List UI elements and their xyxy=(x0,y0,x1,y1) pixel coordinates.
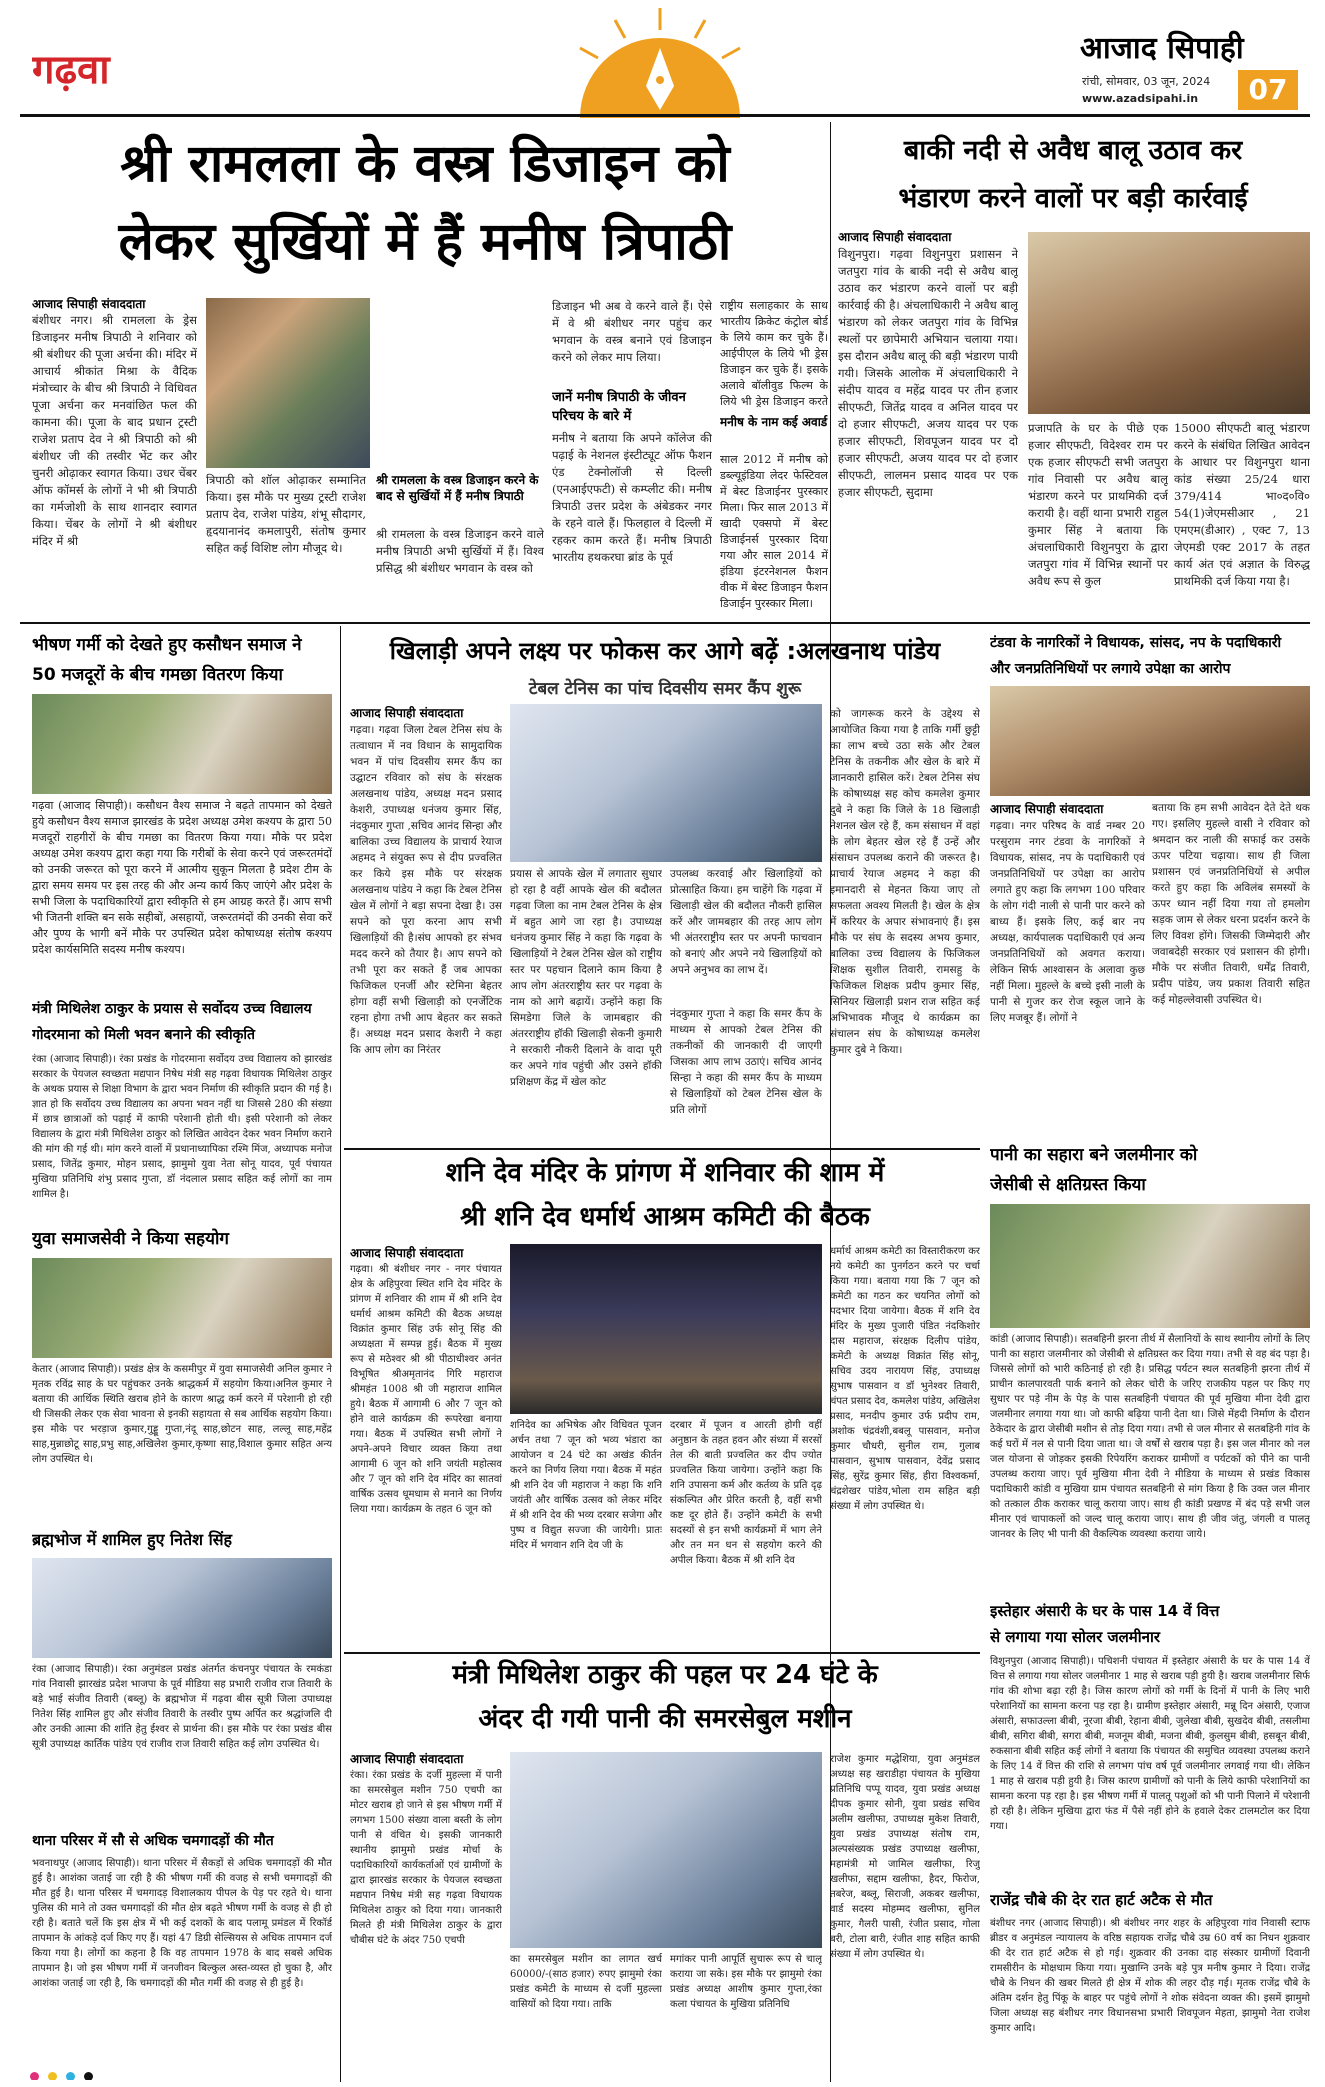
story4-col3b: नंदकुमार गुप्ता ने कहा कि समर कैंप के माध्यम से आपको टेबल टेनिस की तकनीकों की जानकारी दी जाएगी जिसका आप लाभ उठाएं। सचिव आनंद सिन्हा ने कहा की समर कैंप के माध्यम से खिलाड़ियों को टेबल टेनिस खेल के प्रति लोगों xyxy=(670,1008,822,1116)
dateline: रांची, सोमवार, 03 जून, 2024 xyxy=(1082,75,1211,88)
story1-sub1: जानें मनीष त्रिपाठी के जीवन परिचय के बारे में xyxy=(552,390,686,424)
story1-col5a: राष्ट्रीय सलाहकार के साथ भारतीय क्रिकेट कंट्रोल बोर्ड के लिये काम कर चुके हैं। आईपीएल के लिये भी ड्रेस डिजाइन कर चुके हैं। इसके अलावे बॉलीवुड फिल्म के लिये भी ड्रेस डिजाइन करते xyxy=(720,299,828,408)
story14-headline: राजेंद्र चौबे की देर रात हार्ट अटैक से मौत xyxy=(990,1891,1213,1909)
story10-byline: आजाद सिपाही संवाददाता xyxy=(350,1246,464,1260)
story4-col2: प्रयास से आपके खेल में लगातार सुधार हो रहा है वहीं आपके खेल की बदौलत गढ़वा जिला का नाम टेबल टेनिस के क्षेत्र में बहुत आगे जा रहा है। उपाध्यक्ष धनंजय कुमार सिंह ने कहा कि गढ़वा के खिलाड़ियों ने टेबल टेनिस खेल को राष्ट्रीय स्तर पर पहचान दिलाने काम किया है आप लोग अंतरराष्ट्रीय स्तर पर गढ़वा के नाम को आगे बढ़ायें। उन्होंने कहा कि सिमडेगा जिले के जामबहार की अंतरराष्ट्रीय हॉकी खिलाड़ी सेकनी कुमारी ने सरकारी नौकरी दिलाने के वादा पूरी कर अपने गांव पहुंची और उसने हॉकी प्रशिक्षण केंद्र में खेल कोट xyxy=(510,868,662,1088)
story1-caption: श्री रामलला के वस्त्र डिजाइन करने के बाद से सुर्खियों में हैं मनीष त्रिपाठी xyxy=(376,473,539,503)
story3-headline-1: भीषण गर्मी को देखते हुए कसौधन समाज ने xyxy=(32,635,302,655)
story3-photo xyxy=(32,694,332,794)
story2-photo xyxy=(1028,232,1310,414)
story9-text: भवनाथपुर (आजाद सिपाही)। थाना परिसर में सैकड़ों से अधिक चमगादड़ों की मौत हुई है। आशंका जताई जा रही है की भीषण गर्मी की वजह से सभी चमगादड़ों की मौत हुई है। थाना परिसर में चमगादड़ विशालकाय पीपल के पेड़ पर रहते थे। थाना पुलिस की माने तो उक्त चमगादड़ों की मौत क्षेत्र बढ़ते भीषण गर्मी के वजह से ही हो रही है। बताते चलें कि इस क्षेत्र में भी कई दशकों के बाद पलामू प्रमंडल में रिकॉर्ड तापमान के आंकड़े दर्ज किए गए हैं। यहां 47 डिग्री सेल्सियस से अधिक तापमान दर्ज किया गया है। लोगों का कहना है कि वह तापमान 1978 के बाद सबसे अधिक तापमान है। जो इस भीषण गर्मी में जनजीवन बिल्कुल अस्त-व्यस्त हो चुका है, और आशंका जताई जा रही है, कि चमगादड़ों की मौत गर्मी की वजह से ही हुई है। xyxy=(32,1858,332,1989)
story4-col3: उपलब्ध करवाई और खिलाड़ियों को प्रोत्साहित किया। हम चाहेंगे कि गढ़वा में खिलाड़ी खेल की बदौलत नौकरी हासिल करें और जामबहार की तरह आप लोग भी अंतरराष्ट्रीय स्तर पर अपनी फाचवान को बनाएं और अपने नये खिलाड़ियों को अपने अनुभव का लाभ दें। xyxy=(670,868,822,976)
story12-photo xyxy=(510,1752,822,1948)
masthead xyxy=(0,0,1325,118)
story6-headline-1: मंत्री मिथिलेश ठाकुर के प्रयास से सर्वोदय उच्च विद्यालय xyxy=(32,1001,312,1017)
story14-text: बंशीधर नगर (आजाद सिपाही)। श्री बंशीधर नगर शहर के अहिपुरवा गांव निवासी स्टाफ ब्रीडर व अनुमंडल न्यायालय के वरिष्ठ सहायक राजेंद्र चौबे उम्र 60 वर्ष का निधन शुक्रवार की देर रात हार्ट अटैक से हो गई। शुक्रवार की उनका दाह संस्कार ग्रामीणों दिवानी रामसीरीन के मोक्षधाम किया गया। मुखाग्नि उनके बड़े पुत्र मनीष कुमार ने दिया। राजेंद्र चौबे के निधन की खबर मिलते ही क्षेत्र में शोक की लहर दौड़ गई। मृतक राजेंद्र चौबे के अंतिम दर्शन हेतु पिंकू के बाहर पर पहुंचे लोगों ने शोक संवेदना व्यक्त की। इसमें झामुमो जिला अध्यक्ष सह बंशीधर नगर विधानसभा प्रभारी शिवपूजन मेहता, झामुमो नेता राजेश कुमार आदि। xyxy=(990,1918,1310,2034)
masthead-rule xyxy=(20,114,1310,117)
story12-col3: मगांकर पानी आपूर्ति सुचारू रूप से चालू कराया जा सके। इस मौके पर झामुमो रंका प्रखंड अध्यक्ष आशीष कुमार गुप्ता,रंका कला पंचायत के मुखिया प्रतिनिधि xyxy=(670,1954,822,2010)
story3-text: गढ़वा (आजाद सिपाही)। कसौधन वैश्य समाज ने बढ़ते तापमान को देखते हुये कसौधन वैश्य समाज झारखंड के प्रदेश अध्यक्ष उमेश कश्यप के द्वारा 50 मजदूरों राहगीरों के बीच गमछा का वितरण किया गया। मौके पर प्रदेश अध्यक्ष उमेश कश्यप द्वारा कहा गया कि गरीबों के सेवा करने एवं जरूरतमंदों को उनकी जरूरत को पूरा करने में आत्मीय सुकून मिलता है प्रदेश टीम के द्वारा समय समय पर इस तरह की और अन्य कार्य किए जाएंगे और प्रदेश के सभी जिला के पदाधिकारियों द्वारा स्वीकृति से हम आग्रह करते हैं। आप सभी भी जितनी शक्ति बन सके सहीबों, असहायों, जरूरतमंदों की उनकी सेवा करें और पुण्य के भागी बनें मौके पर उपस्थित प्रदेश कोषाध्यक्ष संतोष कश्यप प्रदेश कार्यसमिति सदस्य मनीष कश्यप। xyxy=(32,799,332,956)
story5-photo xyxy=(990,686,1310,796)
story1-col3a: श्री रामलला के वस्त्र डिजाइन करने वाले मनीष त्रिपाठी अभी सुर्खियों में हैं। विश्व प्रसिद्ध श्री बंशीधर भगवान के वस्त्र को xyxy=(376,527,544,575)
paper-name: आजाद सिपाही xyxy=(1080,31,1244,66)
story1-sub2: मनीष के नाम कई अवार्ड xyxy=(720,415,828,429)
divider-mid xyxy=(344,1148,980,1150)
page-number: 07 xyxy=(1238,70,1298,110)
story10-col2: शनिदेव का अभिषेक और विधिवत पूजन अर्चन तथा 7 जून को भव्य भंडारा का आयोजन व 24 घंटे का अखंड कीर्तन करने का निर्णय लिया गया। बैठक में महंत श्री शनि देव जी महाराज ने कहा कि शनि जयंती और वार्षिक उत्सव को लेकर मंदिर में श्री शनि देव की भव्य दरबार सजेगा और पुष्प व विद्युत सज्जा की जायेगी। प्रातः मंदिर में भगवान शनि देव जी के xyxy=(510,1420,662,1551)
story2-headline-2: भंडारण करने वालों पर बड़ी कार्रवाई xyxy=(898,183,1248,214)
story9-headline: थाना परिसर में सौ से अधिक चमगादड़ों की मौत xyxy=(32,1833,274,1849)
footer-dot xyxy=(66,2072,75,2080)
story5-col1: गढ़वा। नगर परिषद के वार्ड नम्बर 20 परसुराम नगर टंडवा के नागरिकों ने विधायक, सांसद, नप के पदाधिकारी एवं जनप्रतिनिधियों पर उपेक्षा का आरोप लगाते हुए कहा कि लगभग 100 परिवार के लोग गंदी नाली से पानी पार करने को बाध्य हैं। इसके लिए, कई बार नप अध्यक्ष, कार्यपालक पदाधिकारी एवं अन्य जनप्रतिनिधियों को अवगत कराया। लेकिन सिर्फ आश्वासन के अलावा कुछ नहीं मिला। मुहल्ले के बच्चे इसी नाली के पानी से गुजर कर रोज स्कूल जाने के लिए मजबूर हैं। लोगों ने xyxy=(990,820,1145,1024)
footer-dot xyxy=(48,2072,57,2080)
story2-col2: प्रजापति के घर के पीछे एक हजार सीएफटी, विदेश्वर राम पर एक हजार सीएफटी सभी जतपुरा गांव निवासी पर अवैध बालू भंडारण करने पर प्राथमिकी दर्ज करायी है। वहीं थाना प्रभारी राहुल कुमार सिंह ने बताया कि अंचलाधिकारी विशुनपुरा के द्वारा जतपुरा गांव में विभिन्न स्थानों पर अवैध रूप से कुल xyxy=(1028,421,1168,588)
divider-mid2 xyxy=(344,1652,980,1654)
pen-emblem-icon xyxy=(560,8,760,118)
story5-headline-1: टंडवा के नागरिकों ने विधायक, सांसद, नप के पदाधिकारी xyxy=(990,635,1282,651)
divider-top xyxy=(20,622,1310,624)
story12-headline-2: अंदर दी गयी पानी की समरसेबुल मशीन xyxy=(478,1704,852,1734)
story1-photo-text: त्रिपाठी को शॉल ओढ़ाकर सम्मानित किया। इस मौके पर मुख्य ट्रस्टी राजेश प्रताप देव, राजेश पांडेय, शंभू सौदागर, हृदयानानंद कमलापुरी, संतोष कुमार सहित कई विशिष्ट लोग मौजूद थे। xyxy=(206,473,366,555)
story10-col3: दरबार में पूजन व आरती होगी वहीं अनुष्ठान के तहत हवन और संध्या में सरसों तेल की बाती प्रज्वलित कर दीप ज्योत प्रज्वलित किया जायेगा। उन्होंने कहा कि शनि उपासना कर्म और कर्तव्य के प्रति दृढ़ संकल्पित और प्रेरित करती है, वहीं सभी कष्ट दूर होते हैं। उन्होंने कमेटी के सभी सदस्यों से इन सभी कार्यक्रमों में भाग लेने और तन मन धन से सहयोग करने की अपील किया। बैठक में श्री शनि देव xyxy=(670,1420,822,1566)
story7-text: केतार (आजाद सिपाही)। प्रखंड क्षेत्र के कसमीपुर में युवा समाजसेवी अनिल कुमार ने मृतक रविंद्र साह के घर पहुंचकर उनके श्राद्धकर्म में सहयोग किया।अनिल कुमार ने बताया की आर्थिक स्थिति खराब होने के कारण श्राद्ध कर्म करने में परेशानी हो रही थी जिसकी लेकर एक सेवा भावना से इनकी सहायता से सब आर्थिक सहयोग किया। इस मौके पर भरड़ाज कुमार,गुड्डू गुप्ता,नंदू साह,छोटन साह, लल्लू साह,महेंद्र साह,मुन्नाछोटू साह,प्रभु साह,अखिलेश कुमार,कृष्णा साह,विशाल कुमार सहित अन्य लोग उपस्थित थे। xyxy=(32,1364,332,1465)
footer-dot xyxy=(30,2072,39,2080)
story1-col4a: डिजाइन भी अब वे करने वाले हैं। ऐसे में वे श्री बंशीधर नगर पहुंच कर भगवान के वस्त्र बनाने एवं डिजाइन करने को लेकर माप लिया। xyxy=(552,299,712,364)
story1-headline-2: लेकर सुर्खियों में हैं मनीष त्रिपाठी xyxy=(118,212,732,272)
story7-headline: युवा समाजसेवी ने किया सहयोग xyxy=(32,1229,229,1249)
story1-col5b: साल 2012 में मनीष को डब्ल्यूइंडिया लेदर फेस्टिवल में बेस्ट डिजाईनर पुरस्कार मिला। फिर साल 2013 में खादी एक्सपो में बेस्ट डिजाईनर्स पुरस्कार दिया गया और साल 2014 में इंडिया इंटरनेशनल फैशन वीक में बेस्ट डिजाइन फैशन डिजाईन पुरस्कार मिला। xyxy=(720,453,828,610)
story1-byline: आजाद सिपाही संवाददाता xyxy=(32,297,146,311)
story4-photo xyxy=(510,704,822,862)
story8-headline: ब्रह्मभोज में शामिल हुए नितेश सिंह xyxy=(32,1530,233,1549)
story12-col2: का समरसेबुल मशीन का लागत खर्च 60000/-(साठ हजार) रुपए झामुमो रंका प्रखंड कमेटी के माध्यम से दर्जी मुहल्ला वासियों को दिया गया। ताकि xyxy=(510,1954,662,2010)
story13-text: विशुनपुरा (आजाद सिपाही)। पचिशनी पंचायत में इस्तेहार अंसारी के घर के पास 14 वें वित्त से लगाया गया सोलर जलमीनार 1 माह से खराब पड़ी हुयी है। खराब जलमीनार सिर्फ गांव की शोभा बढ़ा रही है। जिस कारण लोगों को गर्मी के दिनों में पानी के लिए भारी परेशानियों का सामना करना पड़ रहा है। ग्रामीण इस्तेहार अंसारी, मन्नू दिन अंसारी, एजाज अंसारी, सफाउल्ला बीबी, नूरजा बीबी, रेहाना बीबी, जुलेखा बीबी, सुखदेव बीबी, तसलीमा बीबी, सगिरा बीबी, सगरा बीबी, मजनूम बीबी, मजना बीबी, कुलसुम बीबी, हसबून बीबी, रुकसाना बीबी सहित कई लोगों ने बताया कि पंचायत की समुचित व्यवस्था उपलब्ध कराने के लिए 14 वें वित्त की राशि से लगभग पांच वर्ष पूर्व जलमीनार लगवाई गया थी। लेकिन 1 माह से खराब पड़ी हुयी है। जिस कारण ग्रामीणों को पानी के लिये काफी परेशानियों का सामना करना पड़ रहा है। इस भीषण गर्मी में पालतू पशुओं को भी पानी पिलाने में परेशानी हो रही है। लेकिन मुखिया द्वारा फंड में पैसे नहीं होने के हवाले देकर टालमटोल कर दिया गया। xyxy=(990,1656,1310,1832)
story4-col4: को जागरूक करने के उद्देश्य से आयोजित किया गया है ताकि गर्मी छुट्टी का लाभ बच्चे उठा सके और टेबल टेनिस के तकनीक और खेल के बारे में जानकारी हासिल करें। टेबल टेनिस संघ के कोषाध्यक्ष सह कोच कमलेश कुमार दुबे ने कहा कि जिले के 18 खिलाड़ी नेशनल खेल रहे हैं, कम संसाधन में वहां के लोग बेहतर खेल रहे हैं उन्हें और संसाधन उपलब्ध कराने की जरूरत है। प्राचार्य रेयाज अहमद ने कहा की इमानदारी से मेहनत किया जाए तो सफलता अवश्य मिलती है। खेल के क्षेत्र में करियर के अपार संभावनाएं हैं। इस मौके पर संघ के सदस्य अभय कुमार, बालिका उच्च विद्यालय के फिजिकल शिक्षक सुशील तिवारी, रामसहु के फिजिकल शिक्षक प्रदीप कुमार सिंह, सिनियर खिलाड़ी प्रशन राज सहित कई अभिभावक मौजूद थे कार्यक्रम का संचालन संघ के कोषाध्यक्ष कमलेश कुमार दुबे ने किया। xyxy=(830,708,980,1056)
story10-photo xyxy=(510,1244,822,1414)
website[interactable]: www.azadsipahi.in xyxy=(1082,92,1199,105)
story12-col4: राजेश कुमार मद्धेशिया, युवा अनुमंडल अध्यक्ष सह खराडीहा पंचायत के मुखिया प्रतिनिधि पप्पू यादव, युवा प्रखंड अध्यक्ष दीपक कुमार सोनी, युवा प्रखंड सचिव अलीम खलीफा, उपाध्यक्ष मुकेश तिवारी, युवा प्रखंड उपाध्यक्ष संतोष राम, अल्पसंख्यक प्रखंड उपाध्यक्ष खलीफा, महामंत्री मो जामिल खलीफा, रिजु खलीफा, सद्दाम खलीफा, हैदर, फिरोज, तबरेज, बब्लू, सिराजी, अकबर खलीफा, वार्ड सदस्य मोहम्मद खलीफा, सुनिल कुमार, गैलरी पासी, रंजीत प्रसाद, गोला बरी, टोला बारी, रंजीत शाह सहित काफी संख्या में लोग उपस्थित थे। xyxy=(830,1754,980,1960)
footer-color-strip xyxy=(30,2066,1310,2080)
story5-headline-2: और जनप्रतिनिधियों पर लगाये उपेक्षा का आरोप xyxy=(990,661,1231,677)
story2-headline-1: बाकी नदी से अवैध बालू उठाव कर xyxy=(903,135,1243,166)
story4-byline: आजाद सिपाही संवाददाता xyxy=(350,706,464,720)
left-col-divider xyxy=(340,626,341,2082)
footer-dot xyxy=(84,2072,93,2080)
story4-headline: खिलाड़ी अपने लक्ष्य पर फोकस कर आगे बढ़ें :अलखनाथ पांडेय xyxy=(389,637,941,665)
story12-col1: रंका। रंका प्रखंड के दर्जी मुहल्ला में पानी का समरसेबुल मशीन 750 एचपी का मोटर खराब हो जाने से इस भीषण गर्मी में लगभग 1500 संख्या वाला बस्ती के लोग पानी से वंचित थे। इसकी जानकारी स्थानीय झामुमो प्रखंड मोर्चा के पदाधिकारियों कार्यकर्ताओं एवं ग्रामीणों के द्वारा झारखंड सरकार के पेयजल स्वच्छता मद्यपान निषेध मंत्री सह गढ़वा विधायक मिथिलेश ठाकुर को दिया गया। जानकारी मिलते ही मंत्री मिथिलेश ठाकुर के द्वारा चौबीस घंटे के अंदर 750 एचपी xyxy=(350,1770,502,1946)
story5-col2: बताया कि हम सभी आवेदन देते देते थक गए। इसलिए मुहल्ले वासी ने रविवार को श्रमदान कर नाली की सफाई कर उसके ऊपर पटिया चढ़ाया। साथ ही जिला प्रशासन एवं जनप्रतिनिधियों से अपील करते हुए कहा कि अविलंब समस्यों के ऊपर ध्यान नहीं दिया गया तो हमलोग सड़क जाम से लेकर धरना प्रदर्शन करने के लिए विवश होंगे। जिसकी जिम्मेदारी और जवाबदेही सरकार एवं प्रशासन की होगी।मौके पर संजीत तिवारी, धर्मेंद्र तिवारी, प्रदीप पांडेय, जय प्रकाश तिवारी सहित कई मोहल्लेवासी उपस्थित थे। xyxy=(1152,802,1310,1006)
story11-headline-2: जेसीबी से क्षतिग्रस्त किया xyxy=(990,1175,1146,1195)
story6-text: रंका (आजाद सिपाही)। रंका प्रखंड के गोदरमाना सर्वोदय उच्च विद्यालय को झारखंड सरकार के पेयजल स्वच्छता मद्यपान निषेध मंत्री सह गढ़वा विधायक मिथिलेश ठाकुर के अथक प्रयास से शिक्षा विभाग के द्वारा भवन निर्माण की स्वीकृति प्रदान की गई है। ज्ञात हो कि सर्वोदय उच्च विद्यालय का अपना भवन नहीं था जिससे 280 की संख्या में छात्र छात्राओं को पढ़ाई में काफी परेशानी होती थी। इसी परेशानी को लेकर विद्यालय के द्वारा मंत्री मिथिलेश ठाकुर को लिखित आवेदन देकर भवन निर्माण कराने की मांग की गई थी। मांग करने वालों में प्रधानाध्यापिका रश्मि मिंज, अध्यापक मनोज प्रसाद, जितेंद्र कुमार, मोहन प्रसाद, झामुमो युवा नेता सोनू यादव, पूर्व पंचायत मुखिया प्रतिनिधि शंभु प्रसाद गुप्ता, डॉ नंदलाल प्रसाद सहित कई लोगों का नाम शामिल है। xyxy=(32,1054,332,1200)
story6-headline-2: गोदरमाना को मिली भवन बनाने की स्वीकृति xyxy=(32,1027,255,1043)
story10-headline-2: श्री शनि देव धर्मार्थ आश्रम कमिटी की बैठक xyxy=(460,1202,870,1232)
story12-headline-1: मंत्री मिथिलेश ठाकुर की पहल पर 24 घंटे के xyxy=(452,1660,878,1690)
story1-col1: बंशीधर नगर। श्री रामलला के ड्रेस डिजाइनर मनीष त्रिपाठी ने शनिवार को श्री बंशीधर की पूजा अर्चना की। मंदिर में आचार्य श्रीकांत मिश्रा के वैदिक मंत्रोच्चार के बीच श्री त्रिपाठी ने विधिवत पूजा अर्चना कर मनवांछित फल की कामना की। पूजा के बाद प्रधान ट्रस्टी राजेश प्रताप देव ने श्री त्रिपाठी को श्री बंशीधर जी की तस्वीर भेंट कर और चुनरी ओढ़ाकर स्वागत किया। उधर चेंबर ऑफ कॉमर्स के लोगों ने भी श्री त्रिपाठी का गर्मजोशी के साथ शानदार स्वागत किया। चेंबर के लोगों ने श्री बंशीधर मंदिर में श्री xyxy=(32,313,197,548)
story11-headline-1: पानी का सहारा बने जलमीनार को xyxy=(990,1145,1198,1165)
story2-col3: 15000 सीएफटी बालू भंडारण करने के संबंधित लिखित आवेदन के आधार पर विशुनपुरा थाना कांड संख्या 25/24 धारा 379/414 भा०द०वि० 54(1)जेएमसीआर , 21 एमएम(डीआर) , एक्ट 7, 13 जेएमडी एक्ट 2017 के तहत कार्य अंत एवं अज्ञात के विरुद्ध प्राथमिकी दर्ज किया गया है। xyxy=(1174,421,1310,588)
story13-headline-2: से लगाया गया सोलर जलमीनार xyxy=(990,1628,1160,1646)
story1-col4b: मनीष ने बताया कि अपने कॉलेज की पढ़ाई के नेशनल इंस्टीट्यूट ऑफ फैशन एंड टेक्नोलॉजी से दिल्ली (एनआईएफटी) से कम्प्लीट की। मनीष त्रिपाठी उत्तर प्रदेश के अंबेडकर नगर के रहने वाले हैं। फिलहाल वे दिल्ली में रहकर काम करते हैं। मनीष त्रिपाठी भारतीय हथकरघा ब्रांड के पूर्व xyxy=(552,431,712,564)
story10-col4: धर्मार्थ आश्रम कमेटी का विस्तारीकरण कर नये कमेटी का पुनर्गठन करने पर चर्चा किया गया। बताया गया कि 7 जून को कमेटी का गठन कर चयनित लोगों को पदभार दिया जायेगा। बैठक में शनि देव मंदिर के मुख्य पुजारी पंडित नंदकिशोर दास महाराज, संरक्षक दिलीप पांडेय, कमेटी के अध्यक्ष विक्रांत सिंह सोनू, सचिव उदय नारायण सिंह, उपाध्यक्ष सुभाष पासवान व डॉ भुनेश्वर तिवारी, चंपत प्रसाद देव, कमलेश पांडेय, अखिलेश प्रसाद, मनदीप कुमार उर्फ प्रदीप राम, अशोक चंद्रवंशी,बबलू पासवान, मनोज कुमार चौधरी, सुनील राम, गुलाब पासवान, सुभाष पासवान, देवेंद्र प्रसाद सिंह, सुरेंद्र कुमार सिंह, हीरा विश्वकर्मा, चंद्रशेखर पांडेय,भोला राम सहित बड़ी संख्या में लोग उपस्थित थे। xyxy=(830,1246,980,1512)
story8-photo xyxy=(32,1558,332,1658)
section-title: गढ़वा xyxy=(32,47,110,93)
story8-text: रंका (आजाद सिपाही)। रंका अनुमंडल प्रखंड अंतर्गत कंचनपुर पंचायत के रमकंडा गांव निवासी झारखंड प्रदेश भाजपा के पूर्व मीडिया सह प्रभारी राजीव राज तिवारी के बड़े भाई संजीव तिवारी (बब्लू) के ब्रह्मभोज में गढ़वा बीस सूत्री जिला उपाध्यक्ष नितेश सिंह शामिल हुए और संजीव तिवारी के तस्वीर पुष्प अर्पित कर श्रद्धांजलि दी और उनकी आत्मा की शांति हेतु ईश्वर से प्रार्थना की। इस मौके पर रंका प्रखंड बीस सूत्री उपाध्यक्ष कार्तिक पांडेय एवं राजीव राज तिवारी सहित कई लोग उपस्थित थे। xyxy=(32,1664,332,1750)
story3-headline-2: 50 मजदूरों के बीच गमछा वितरण किया xyxy=(32,665,283,685)
story11-photo xyxy=(990,1204,1310,1328)
story1-photo xyxy=(206,298,370,468)
story10-headline-1: शनि देव मंदिर के प्रांगण में शनिवार की शाम में xyxy=(445,1158,885,1188)
story7-photo xyxy=(32,1258,332,1358)
story5-byline: आजाद सिपाही संवाददाता xyxy=(990,802,1104,816)
story1-headline-1: श्री रामलला के वस्त्र डिजाइन को xyxy=(120,134,730,194)
story2-byline: आजाद सिपाही संवाददाता xyxy=(838,230,952,244)
story10-col1: गढ़वा। श्री बंशीधर नगर - नगर पंचायत क्षेत्र के अहिपुरवा स्थित शनि देव मंदिर के प्रांगण में शनिवार की शाम में श्री शनि देव धर्मार्थ आश्रम कमिटी की बैठक अध्यक्ष विक्रांत कुमार सिंह उर्फ सोनू सिंह की अध्यक्षता में सम्पन्न हुई। बैठक में मुख्य रूप से मठेश्वर श्री श्री पीठाधीश्वर अनंत विभूषित श्रीअमृतानंद गिरि महाराज श्रीमहंत 1008 श्री जी महाराज शामिल हुये। बैठक में आगामी 6 और 7 जून को होने वाले कार्यक्रम की रूपरेखा बनाया गया। बैठक में उपस्थित सभी लोगों ने अपने-अपने विचार व्यक्त किया तथा आगामी 6 जून को शनि जयंती महोत्सव और 7 जून को शनि देव मंदिर का सातवां वार्षिक उत्सव धूमधाम से मनाने का निर्णय लिया गया। कार्यक्रम के तहत 6 जून को xyxy=(350,1264,502,1515)
story13-headline-1: इस्तेहार अंसारी के घर के पास 14 वें वित्त xyxy=(990,1602,1220,1620)
story11-text: कांडी (आजाद सिपाही)। सतबहिनी झरना तीर्थ में सैलानियों के साथ स्थानीय लोगों के लिए पानी का सहारा जलमीनार को जेसीबी से क्षतिग्रस्त कर दिया गया। तभी से वह बंद पड़ा है। जिससे लोगों को भारी कठिनाई हो रही है। प्रसिद्ध पर्यटन स्थल सतबहिनी झरना तीर्थ में प्राचीन कालपारवती पार्क बनाने को लेकर चोरी के जरिए राजकीय पहल पर किए गए सुधार पर पड़े नीम के पेड़ के पास सतबहिनी पंचायत की पूर्व मुखिया मीना देवी द्वारा जलमीनार लगाया गया था। जो काफी बढ़िया पानी देता था। जिसे मेंहदी निर्माण के दौरान ठेकेदार के द्वारा जेसीबी मशीन से तोड़ दिया गया। तभी से जल मीनार से सतबहिनी गांव के कई घरों में नल से पानी दिया जाता था। जे वर्षों से खराब पड़ा है। इस जल मीनार को नल जल योजना से जोड़कर इसकी रिपेयरिंग कराकर ग्रामीणों व पर्यटकों को पीने का पानी उपलब्ध कराया जाए। पूर्व मुखिया मीना देवी ने मीडिया के माध्यम से प्रखंड विकास पदाधिकारी कांडी व मुखिया ग्राम पंचायत सतबहिनी से मांग किया है कि उक्त जल मीनार को तत्काल ठीक कराकर चालू कराया जाए। साथ ही कांडी प्रखण्ड में बंद पड़े सभी जल मीनार एवं चापाकलों को जल्द चालू कराया जाए। साथ ही जीव जंतु, जंगली व पालतू जानवर के लिए भी पानी की वैकल्पिक व्यवस्था कराया जाये। xyxy=(990,1334,1310,1540)
story2-col1: विशुनपुरा। गढ़वा विशुनपुरा प्रशासन ने जतपुरा गांव के बाकी नदी से अवैध बालू उठाव कर भंडारण करने वालों पर बड़ी कार्रवाई की है। अंचलाधिकारी ने अवैध बालू भंडारण को लेकर जतपुरा गांव के विभिन्न स्थलों पर छापेमारी अभियान चलाया गया। इस दौरान अवैध बालू की बड़ी भंडारण पायी गयी। जिसके आलोक में अंचलाधिकारी ने संदीप यादव व महेंद्र यादव पर तीन हजार सीएफटी, जितेंद्र यादव व अनिल यादव पर दो हजार सीएफटी, अजय यादव पर एक हजार सीएफटी, शिवपूजन यादव पर दो हजार सीएफटी, अजय यादव पर दो हजार सीएफटी, लालमन प्रसाद यादव पर एक हजार सीएफटी, सुदामा xyxy=(838,247,1018,499)
story4-subhead: टेबल टेनिस का पांच दिवसीय समर कैंप शुरू xyxy=(528,679,802,699)
story12-byline: आजाद सिपाही संवाददाता xyxy=(350,1752,464,1766)
story4-col1: गढ़वा। गढ़वा जिला टेबल टेनिस संघ के तत्वाधान में नव विधान के सामुदायिक भवन में पांच दिवसीय समर कैंप का उद्घाटन रविवार को संघ के संरक्षक अलखनाथ पांडेय, अध्यक्ष मदन प्रसाद केशरी, उपाध्यक्ष धनंजय कुमार सिंह, नंदकुमार गुप्ता ,सचिव आनंद सिन्हा और बालिका उच्च विद्यालय के प्राचार्य रेयाज अहमद ने संयुक्त रूप से दीप प्रज्वलित कर किये इस मौके पर संरक्षक अलखनाथ पांडेय ने कहा कि टेबल टेनिस खेल में लोगों ने बड़ा सपना देखा है। उस सपने को पूरा करना आप सभी खिलाड़ियों की है।संघ आपको हर संभव मदद करने को तैयार है। आप सपने को तभी पूरा कर सकते हैं जब आपका फिजिकल एनर्जी और स्टेमिना बेहतर होगा वहीं सभी खिलाड़ी को एनर्जेटिक रहना होगा तभी आप बेहतर कर सकते हैं। अध्यक्ष मदन प्रसाद केशरी ने कहा कि आप लोग का निरंतर xyxy=(350,724,502,1056)
